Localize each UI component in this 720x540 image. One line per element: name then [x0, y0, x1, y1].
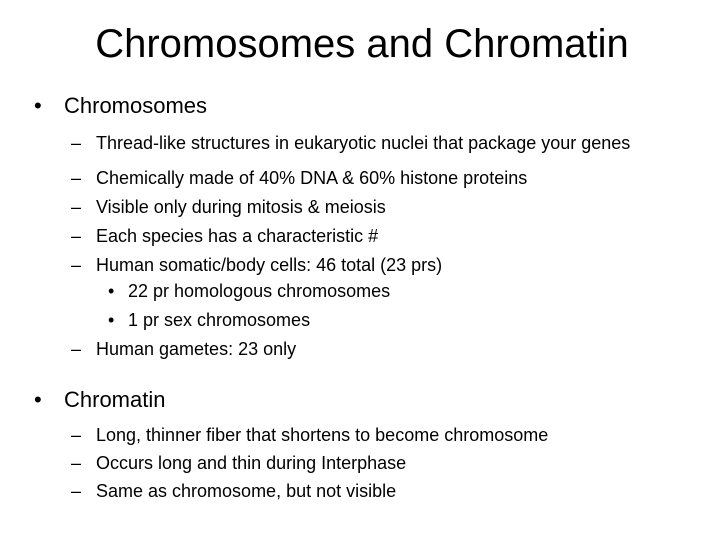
- subitem-text: 22 pr homologous chromosomes: [128, 281, 391, 301]
- heading-chromatin: Chromatin: [64, 387, 166, 412]
- list-subitem: [108, 277, 720, 306]
- list-item: [71, 196, 656, 219]
- slide-title: Chromosomes and Chromatin: [95, 22, 629, 66]
- list-item: [71, 452, 656, 475]
- dash-icon: –: [71, 339, 82, 359]
- dash-icon: –: [71, 481, 82, 501]
- item-text: Human gametes: 23 only: [96, 339, 297, 359]
- item-text: Each species has a characteristic #: [96, 226, 379, 246]
- bullet-dot-icon: •: [108, 310, 115, 330]
- list-subitem: [108, 306, 720, 335]
- bullet-chromosomes: [34, 92, 720, 120]
- section-chromosomes: [0, 92, 720, 361]
- list-item: [71, 424, 656, 447]
- bullet-dot-icon: •: [108, 281, 115, 301]
- bullet-dot-icon: •: [34, 93, 42, 118]
- item-text: Visible only during mitosis & meiosis: [96, 197, 386, 217]
- list-item: [71, 480, 656, 503]
- dash-icon: –: [71, 168, 82, 188]
- section-chromatin: [0, 386, 720, 503]
- dash-icon: –: [71, 255, 82, 275]
- item-text: Chemically made of 40% DNA & 60% histone proteins: [96, 168, 528, 188]
- item-text: Same as chromosome, but not visible: [96, 481, 397, 501]
- item-text: Occurs long and thin during Interphase: [96, 453, 407, 473]
- dash-icon: –: [71, 226, 82, 246]
- bullet-dot-icon: •: [34, 387, 42, 412]
- dash-icon: –: [71, 197, 82, 217]
- subitem-text: 1 pr sex chromosomes: [128, 310, 311, 330]
- item-text: Thread-like structures in eukaryotic nuclei that package your genes: [96, 133, 631, 153]
- dash-icon: –: [71, 133, 82, 153]
- list-item: [71, 338, 656, 361]
- item-text: Human somatic/body cells: 46 total (23 prs): [96, 255, 443, 275]
- bullet-chromatin: [34, 386, 720, 414]
- list-item: [71, 254, 656, 277]
- list-item: [71, 167, 656, 190]
- heading-chromosomes: Chromosomes: [64, 93, 208, 118]
- list-item: [71, 132, 656, 155]
- list-item: [71, 225, 656, 248]
- dash-icon: –: [71, 425, 82, 445]
- dash-icon: –: [71, 453, 82, 473]
- item-text: Long, thinner fiber that shortens to become chromosome: [96, 425, 549, 445]
